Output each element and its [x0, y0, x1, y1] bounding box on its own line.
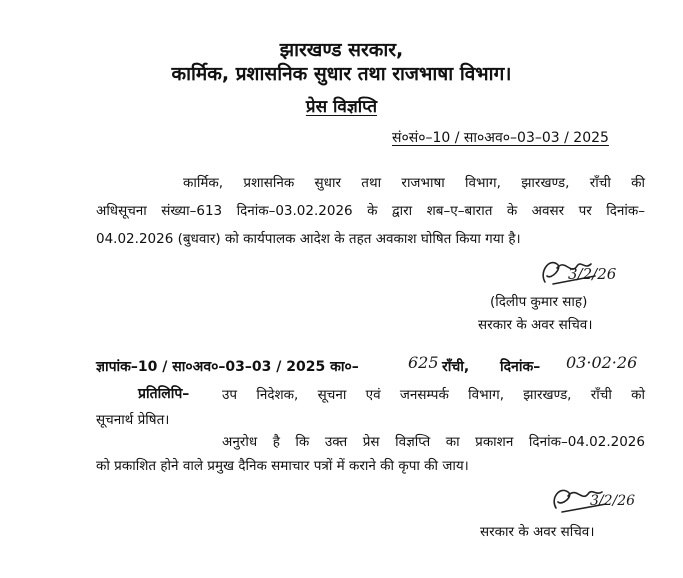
memo-handwritten-number: 625 [408, 353, 439, 372]
body-line-1: कार्मिक, प्रशासनिक सुधार तथा राजभाषा विभाग, झारखण्ड, राँची की [183, 175, 645, 191]
body-line-3: 04.02.2026 (बुधवार) को कार्यपालक आदेश के तहत अवकाश घोषित किया गया है। [96, 231, 521, 247]
signature-2-date: 3/2/26 [590, 493, 636, 509]
press-release-heading: प्रेस विज्ञप्ति [305, 97, 378, 117]
memo-handwritten-date: 03·02·26 [566, 353, 638, 372]
reference-number: सं०सं०–10 / सा०अव०–03–03 / 2025 [392, 130, 609, 146]
government-title: झारखण्ड सरकार, [279, 39, 404, 61]
copy-line-2: सूचनार्थ प्रेषित। [96, 412, 170, 428]
department-title: कार्मिक, प्रशासनिक सुधार तथा राजभाषा विभाग। [171, 63, 512, 85]
memo-place: राँची, [442, 359, 470, 375]
signatory-designation-1: सरकार के अवर सचिव। [478, 317, 593, 333]
signatory-designation-2: सरकार के अवर सचिव। [480, 524, 595, 540]
copy-line-3: अनुरोध है कि उक्त प्रेस विज्ञप्ति का प्रकाशन दिनांक–04.02.2026 [222, 434, 645, 450]
signatory-name: (दिलीप कुमार साह) [490, 294, 588, 310]
memo-date-label: दिनांक– [500, 359, 541, 375]
copy-line-4: को प्रकाशित होने वाले प्रमुख दैनिक समाचार पत्रों में कराने की कृपा की जाय। [96, 458, 469, 474]
copy-label: प्रतिलिपि– [138, 386, 190, 402]
signature-1-date: 3/2/26 [568, 265, 617, 283]
copy-line-1: उप निदेशक, सूचना एवं जनसम्पर्क विभाग, झारखण्ड, राँची को [222, 387, 645, 403]
body-line-2: अधिसूचना संख्या–613 दिनांक–03.02.2026 के द्वारा शब–ए–बारात के अवसर पर दिनांक– [96, 203, 645, 219]
memo-number: ज्ञापांक–10 / सा०अव०–03–03 / 2025 का०– [96, 359, 359, 375]
